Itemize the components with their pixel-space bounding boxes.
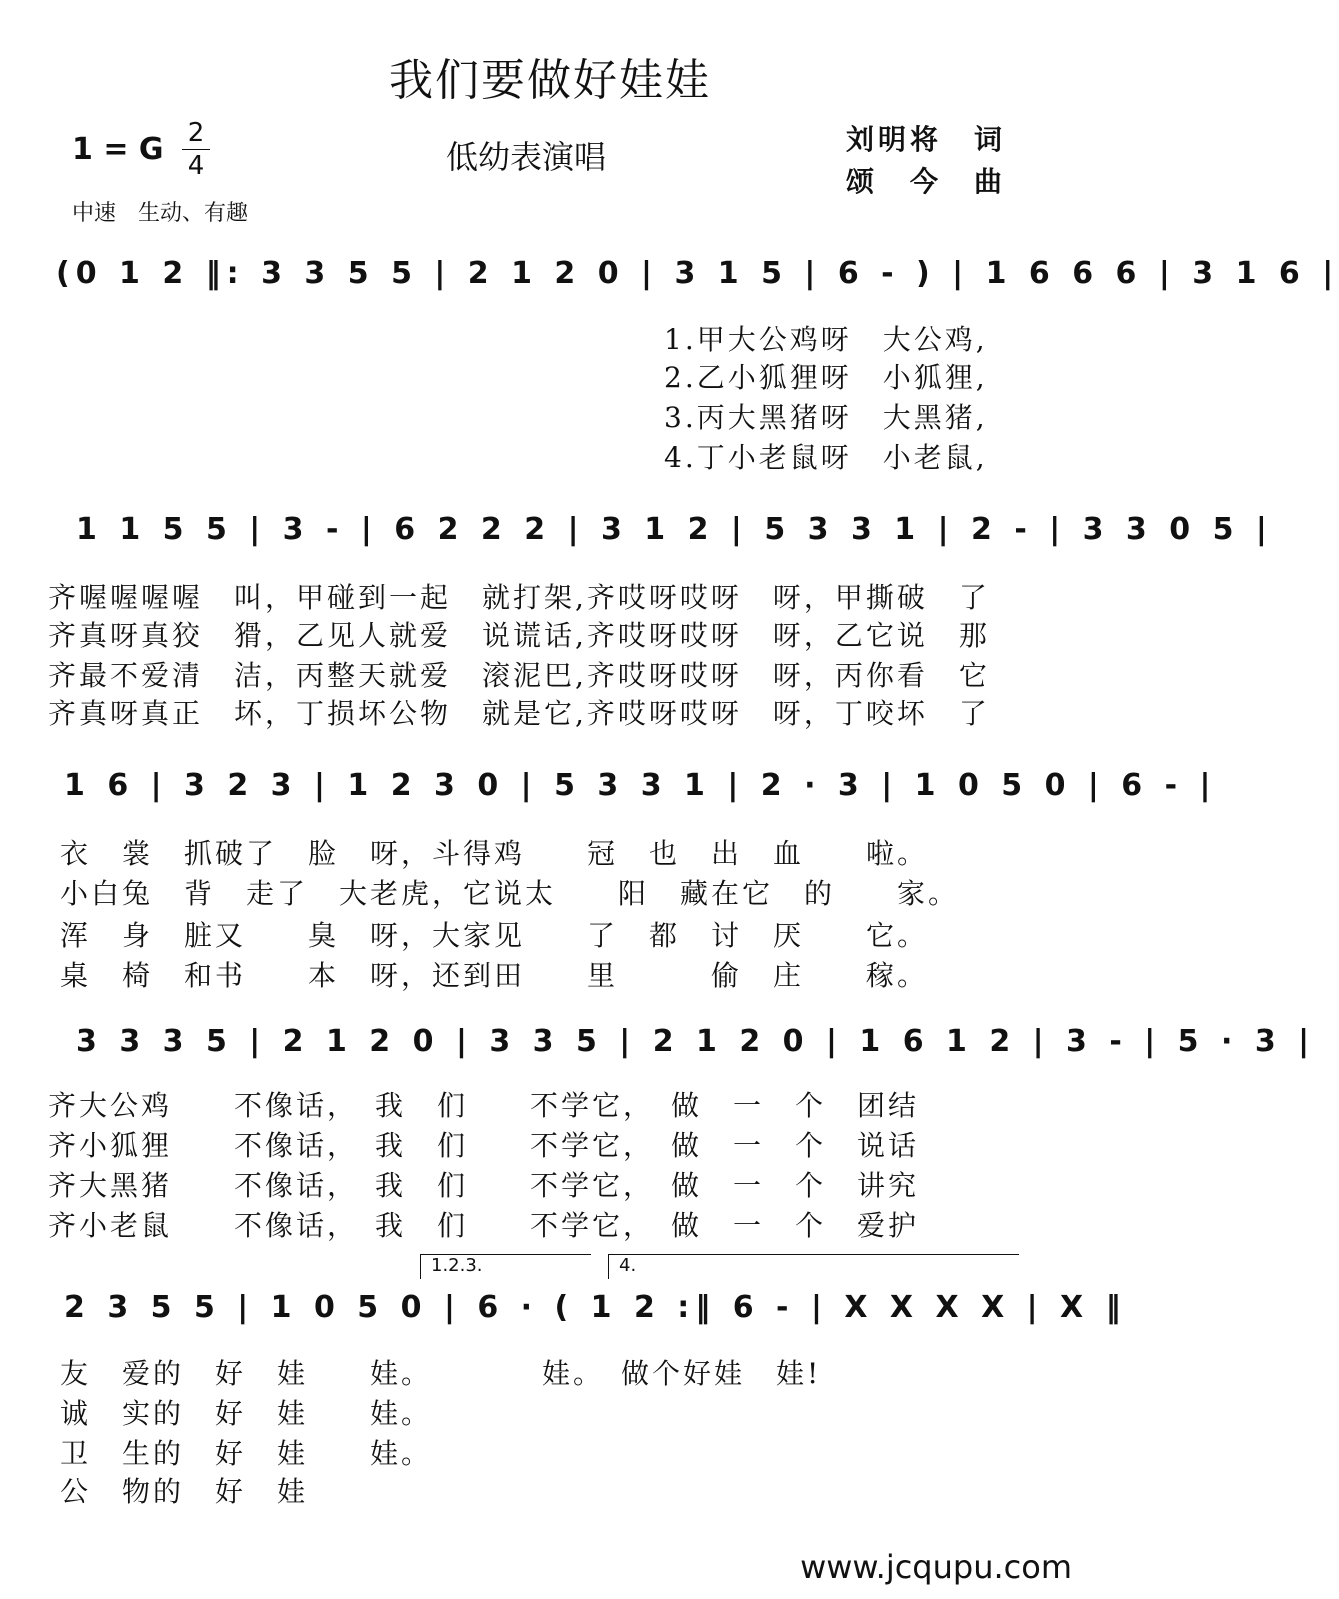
lyric-line: 齐真呀真狡 猾，乙见人就爱 说谎话,齐哎呀哎呀 呀，乙它说 那 [48, 619, 990, 652]
lyric-line: 3.丙大黑猪呀 大黑猪, [664, 401, 988, 434]
song-title: 我们要做好娃娃 [389, 55, 711, 106]
lyric-line: 齐大黑猪 不像话， 我 们 不学它， 做 一 个 讲究 [48, 1169, 920, 1202]
staff-line-1: (0 1 2 ‖: 3 3 5 5 | 2 1 2 0 | 3 1 5 | 6 - ) | 1 6 6 6 | 3 1 6 | [56, 256, 1339, 291]
lyric-line: 齐小狐狸 不像话， 我 们 不学它， 做 一 个 说话 [48, 1129, 920, 1162]
composer-credit: 颂 今 曲 [846, 165, 1007, 198]
lyric-line: 卫 生的 好 娃 娃。 [60, 1437, 433, 1470]
volta-first-ending: 1.2.3. [420, 1254, 591, 1279]
staff-line-5: 2 3 5 5 | 1 0 5 0 | 6 · ( 1 2 :‖ 6 - | X X X X | X ‖ [64, 1290, 1127, 1325]
watermark: www.jcqupu.com [800, 1548, 1072, 1586]
lyric-line: 齐喔喔喔喔 叫，甲碰到一起 就打架,齐哎呀哎呀 呀，甲撕破 了 [48, 581, 990, 614]
lyric-line: 友 爱的 好 娃 娃。 娃。 做个好娃 娃! [60, 1357, 822, 1390]
tempo-marking: 中速 生动、有趣 [72, 201, 249, 226]
lyric-line: 齐小老鼠 不像话， 我 们 不学它， 做 一 个 爱护 [48, 1209, 920, 1242]
lyric-line: 诚 实的 好 娃 娃。 [60, 1397, 433, 1430]
staff-line-2: 1 1 5 5 | 3 - | 6 2 2 2 | 3 1 2 | 5 3 3 1 | 2 - | 3 3 0 5 | [76, 512, 1273, 547]
lyric-line: 桌 椅 和书 本 呀，还到田 里 偷 庄 稼。 [60, 959, 929, 992]
lyric-line: 公 物的 好 娃 [60, 1475, 309, 1508]
key-signature: 1 = G [72, 132, 164, 167]
staff-line-3: 1 6 | 3 2 3 | 1 2 3 0 | 5 3 3 1 | 2 · 3 | 1 0 5 0 | 6 - | [64, 768, 1217, 803]
lyric-line: 小白兔 背 走了 大老虎，它说太 阳 藏在它 的 家。 [60, 877, 960, 910]
lyric-line: 2.乙小狐狸呀 小狐狸, [664, 361, 988, 394]
staff-line-4: 3 3 3 5 | 2 1 2 0 | 3 3 5 | 2 1 2 0 | 1 6 1 2 | 3 - | 5 · 3 | [76, 1024, 1316, 1059]
time-signature-line [182, 149, 210, 150]
lyric-line: 齐大公鸡 不像话， 我 们 不学它， 做 一 个 团结 [48, 1089, 920, 1122]
time-signature-bottom: 4 [187, 151, 205, 181]
lyric-line: 1.甲大公鸡呀 大公鸡, [664, 323, 988, 356]
lyric-line: 齐最不爱清 洁，丙整天就爱 滚泥巴,齐哎呀哎呀 呀，丙你看 它 [48, 659, 990, 692]
lyric-line: 4.丁小老鼠呀 小老鼠, [664, 441, 988, 474]
lyric-line: 衣 裳 抓破了 脸 呀，斗得鸡 冠 也 出 血 啦。 [60, 837, 929, 870]
time-signature [180, 118, 212, 181]
lyric-line: 齐真呀真正 坏，丁损坏公物 就是它,齐哎呀哎呀 呀，丁咬坏 了 [48, 697, 990, 730]
time-signature-top: 2 [187, 118, 205, 148]
performance-style: 低幼表演唱 [446, 138, 607, 176]
lyricist-credit: 刘明将 词 [846, 123, 1007, 156]
volta-second-ending: 4. [608, 1254, 1019, 1279]
lyric-line: 浑 身 脏又 臭 呀，大家见 了 都 讨 厌 它。 [60, 919, 929, 952]
